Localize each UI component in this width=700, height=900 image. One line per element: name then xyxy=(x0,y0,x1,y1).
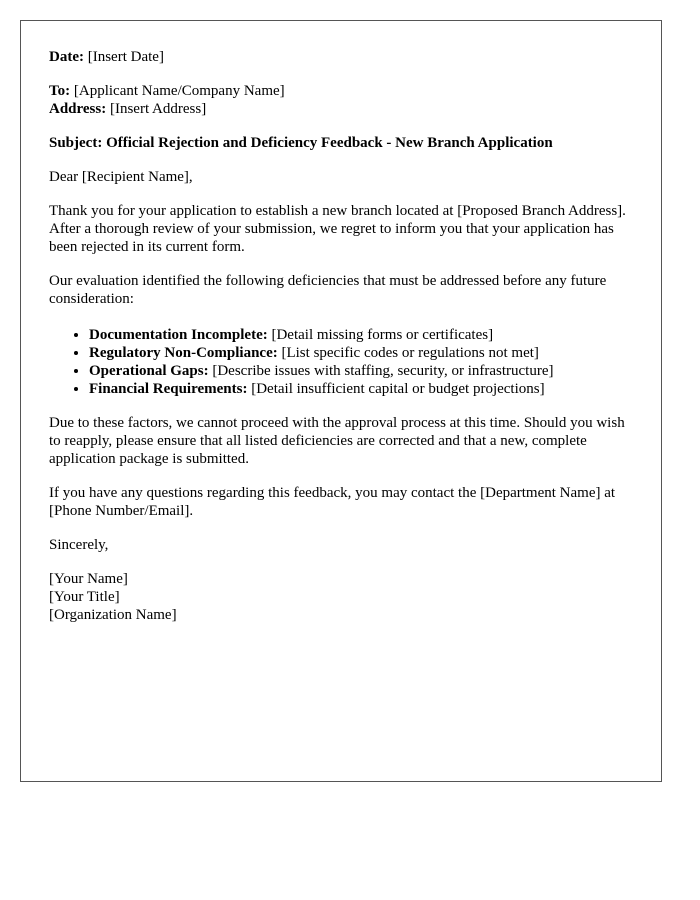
date-line: Date: [Insert Date] xyxy=(49,49,164,65)
list-item: • Documentation Incomplete: [Detail missing forms or certificates] xyxy=(89,326,634,344)
closing: Sincerely, xyxy=(49,537,109,553)
letter xyxy=(20,20,662,782)
salutation: Dear [Recipient Name], xyxy=(49,169,193,185)
list-item: • Operational Gaps: [Describe issues with staffing, security, or infrastructure] xyxy=(89,362,634,380)
deficiency-intro: Our evaluation identified the following deficiencies that must be addressed before any future consideration: xyxy=(49,273,607,307)
intro-paragraph: Thank you for your application to establish a new branch located at [Proposed Branch Address]. After a thorough review of your submission, we regret to inform you that your application has been rejected in its current form. xyxy=(49,203,626,255)
list-item: • Regulatory Non-Compliance: [List specific codes or regulations not met] xyxy=(89,344,634,362)
list-item: • Financial Requirements: [Detail insufficient capital or budget projections] xyxy=(89,380,634,398)
reapply-paragraph: Due to these factors, we cannot proceed with the approval process at this time. Should you wish to reapply, please ensure that all listed deficiencies are corrected and that a new, complete application package is submitted. xyxy=(49,415,625,467)
contact-paragraph: If you have any questions regarding this feedback, you may contact the [Department Name] at [Phone Number/Email]. xyxy=(49,485,616,519)
subject-line: Subject: Official Rejection and Deficiency Feedback - New Branch Application xyxy=(49,135,553,151)
recipient-block: To: [Applicant Name/Company Name] Address: [Insert Address] xyxy=(49,83,285,117)
deficiency-list xyxy=(49,326,634,398)
signature-block: [Your Name] [Your Title] [Organization Name] xyxy=(49,571,177,623)
